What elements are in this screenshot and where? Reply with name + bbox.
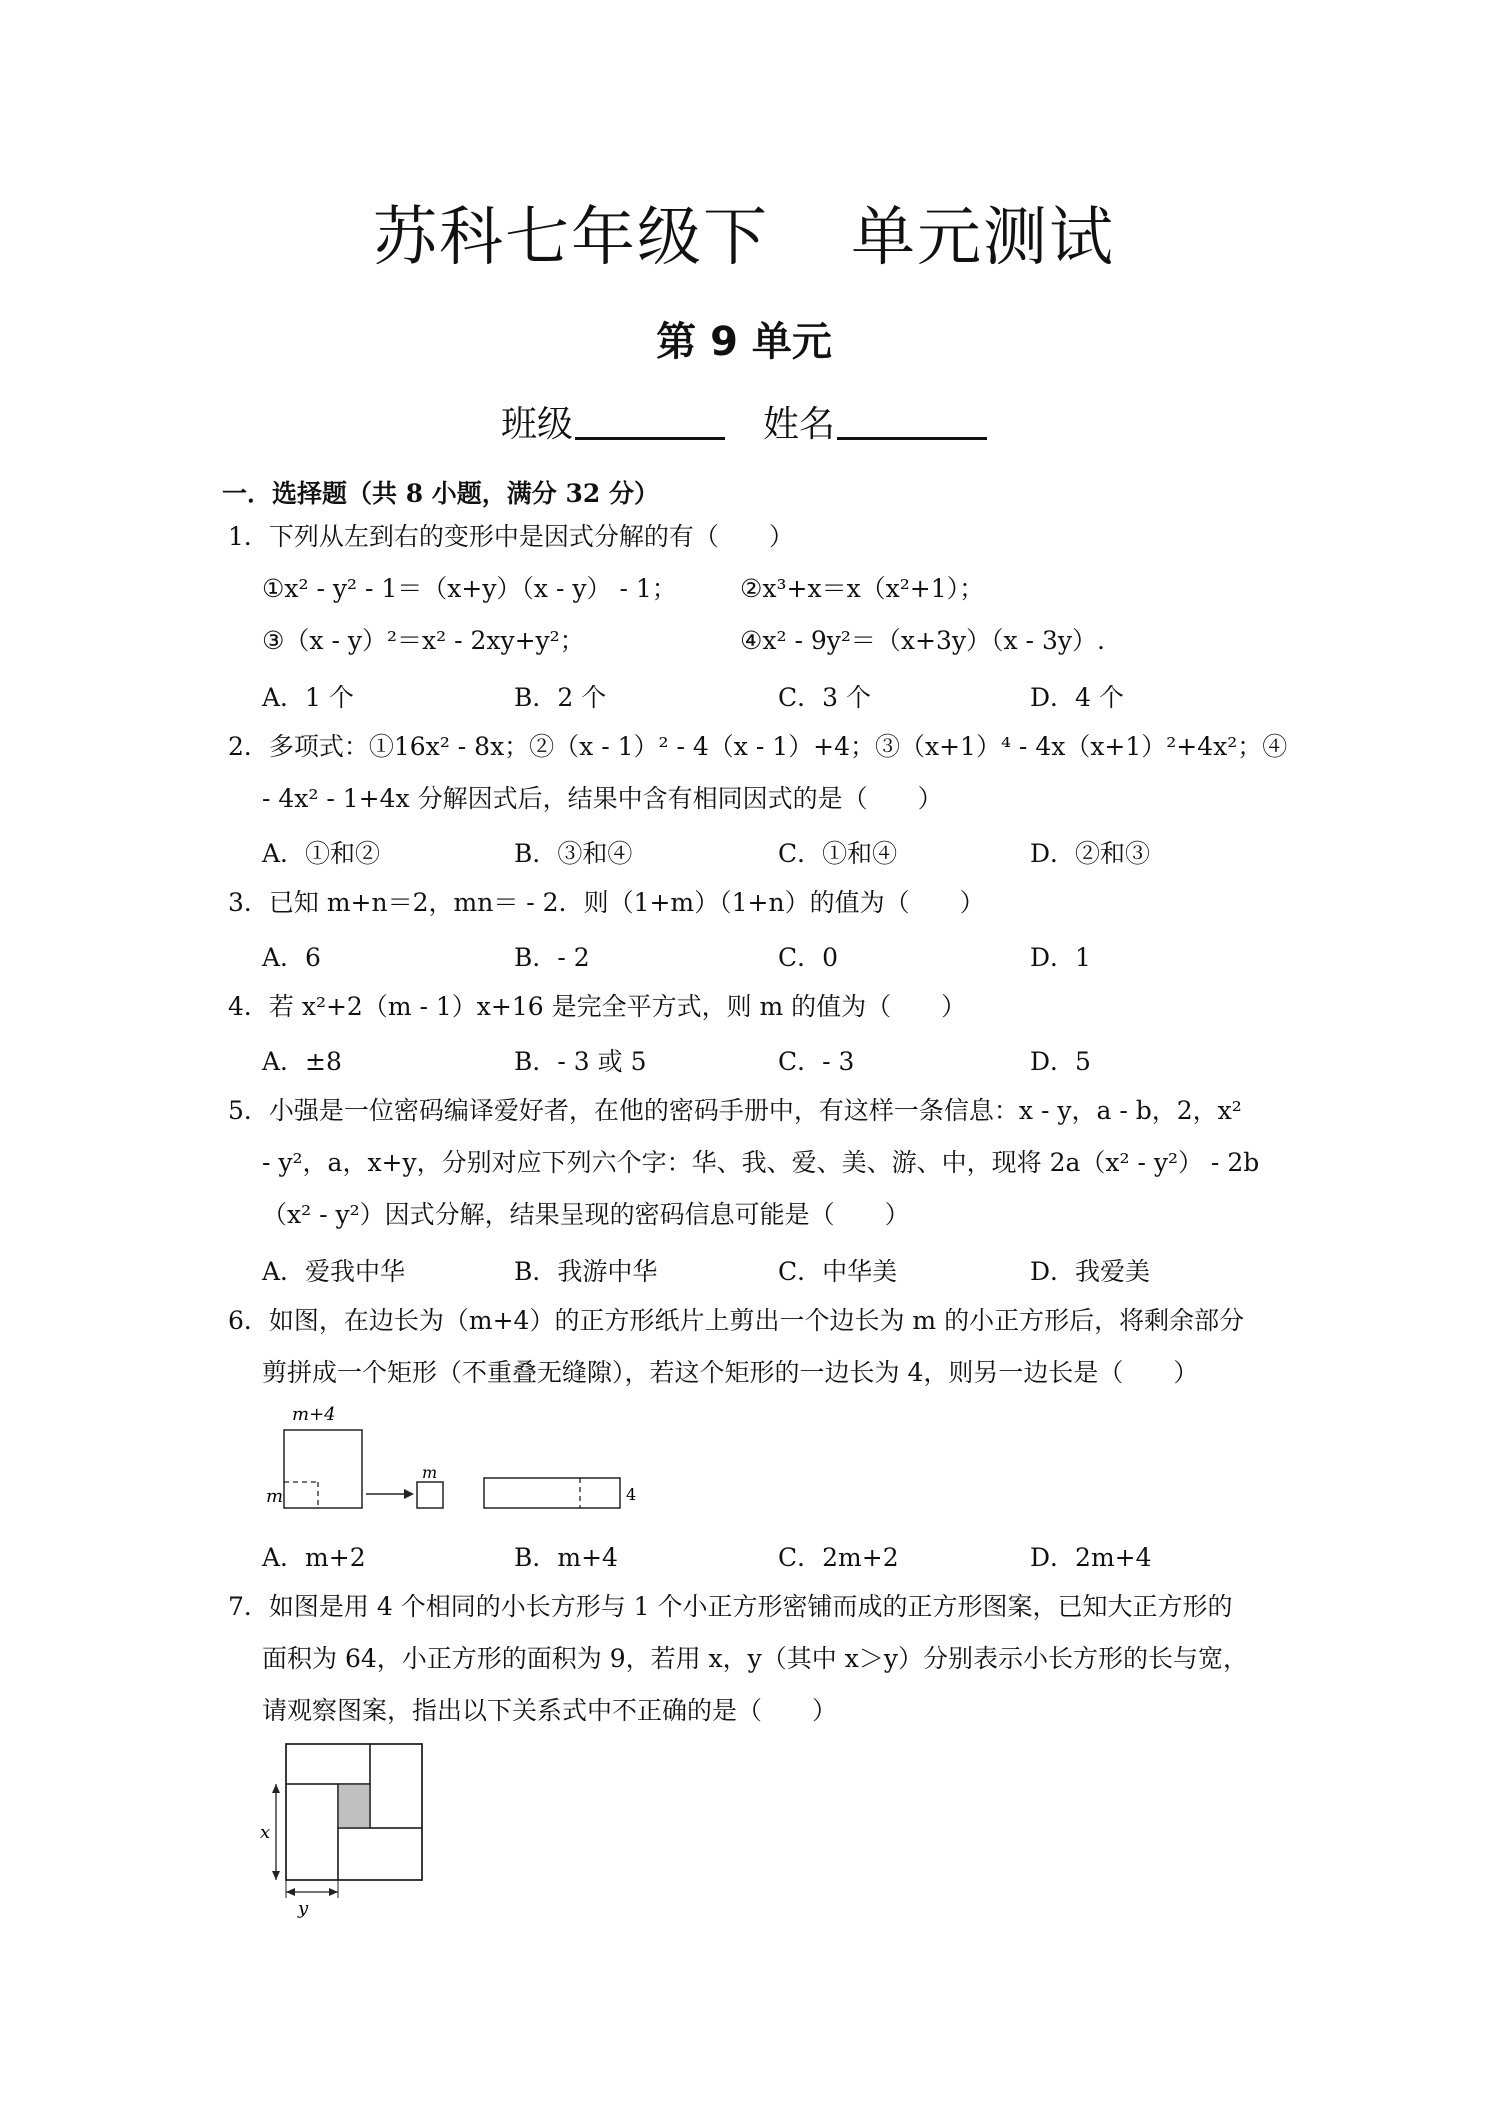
- q6-label-top: m+4: [292, 1404, 336, 1425]
- q7-label-x: x: [260, 1822, 271, 1843]
- arrow-up-icon: [272, 1784, 280, 1793]
- q3-stem: 3．已知 m+n＝2，mn＝ - 2．则（1+m）（1+n）的值为（ ）: [228, 888, 985, 917]
- q7-line-3: 请观察图案，指出以下关系式中不正确的是（ ）: [262, 1696, 838, 1725]
- q6-line-1: 6．如图，在边长为（m+4）的正方形纸片上剪出一个边长为 m 的小正方形后，将剩余部分: [228, 1306, 1245, 1335]
- q1-option-b[interactable]: B．2 个: [514, 683, 607, 712]
- class-blank[interactable]: [575, 401, 725, 440]
- q2-option-c[interactable]: C．①和④: [778, 839, 898, 868]
- q5-option-a[interactable]: A．爱我中华: [262, 1257, 406, 1286]
- q6-option-c[interactable]: C．2m+2: [778, 1543, 899, 1572]
- name-label: 姓名: [763, 404, 836, 445]
- q5-option-c[interactable]: C．中华美: [778, 1257, 898, 1286]
- q7-center-square: [338, 1784, 370, 1828]
- q6-small-square: [417, 1482, 443, 1508]
- q4-option-c[interactable]: C．- 3: [778, 1047, 855, 1076]
- q6-option-a[interactable]: A．m+2: [262, 1543, 366, 1572]
- q1-option-a[interactable]: A．1 个: [262, 683, 354, 712]
- title-right: 单元测试: [851, 201, 1115, 275]
- q5-option-b[interactable]: B．我游中华: [514, 1257, 658, 1286]
- q5-line-3: （x² - y²）因式分解，结果呈现的密码信息可能是（ ）: [262, 1200, 910, 1229]
- q2-line-1: 2．多项式：①16x² - 8x；②（x - 1）² - 4（x - 1）+4；③（x+1）⁴ - 4x（x+1）²+4x²；④: [228, 732, 1288, 761]
- q7-line-2: 面积为 64，小正方形的面积为 9，若用 x，y（其中 x＞y）分别表示小长方形的长与宽，: [262, 1644, 1248, 1673]
- q6-option-b[interactable]: B．m+4: [514, 1543, 618, 1572]
- q6-figure: [262, 1402, 642, 1522]
- name-blank[interactable]: [837, 401, 987, 440]
- q7-line-1: 7．如图是用 4 个相同的小长方形与 1 个小正方形密铺而成的正方形图案，已知大正方形的: [228, 1592, 1233, 1621]
- q6-big-square: [284, 1430, 362, 1508]
- q7-rect-left: [286, 1784, 338, 1880]
- q6-label-small: m: [422, 1463, 438, 1482]
- arrow-down-icon: [272, 1871, 280, 1880]
- q7-rect-right: [370, 1744, 422, 1828]
- q5-option-d[interactable]: D．我爱美: [1030, 1257, 1151, 1286]
- q3-option-d[interactable]: D．1: [1030, 943, 1091, 972]
- page-title: [0, 186, 1488, 278]
- student-info-line: [0, 396, 1488, 447]
- q1-option-d[interactable]: D．4 个: [1030, 683, 1124, 712]
- q6-line-2: 剪拼成一个矩形（不重叠无缝隙），若这个矩形的一边长为 4，则另一边长是（ ）: [262, 1358, 1199, 1387]
- q2-option-d[interactable]: D．②和③: [1030, 839, 1151, 868]
- q6-label-right: 4: [626, 1485, 637, 1504]
- q4-option-a[interactable]: A．±8: [262, 1047, 342, 1076]
- q1-expr-4: ④x² - 9y²＝（x+3y）（x - 3y）.: [740, 626, 1105, 655]
- q1-expr-3: ③（x - y）²＝x² - 2xy+y²；: [262, 626, 585, 655]
- arrow-right-icon: [329, 1888, 338, 1896]
- q1-stem: 1．下列从左到右的变形中是因式分解的有（ ）: [228, 522, 794, 551]
- q6-label-left: m: [266, 1486, 284, 1507]
- q4-option-b[interactable]: B．- 3 或 5: [514, 1047, 647, 1076]
- q1-expr-2: ②x³+x＝x（x²+1）；: [740, 574, 985, 603]
- q7-label-y: y: [298, 1898, 309, 1919]
- arrow-left-icon: [286, 1888, 295, 1896]
- q7-rect-top: [286, 1744, 370, 1784]
- unit-subtitle: 第 9 单元: [656, 319, 832, 365]
- q3-option-c[interactable]: C．0: [778, 943, 839, 972]
- q6-option-d[interactable]: D．2m+4: [1030, 1543, 1152, 1572]
- q3-option-a[interactable]: A．6: [262, 943, 321, 972]
- title-left: 苏科七年级下: [373, 201, 769, 275]
- section-heading: 一．选择题（共 8 小题，满分 32 分）: [222, 479, 660, 508]
- q4-option-d[interactable]: D．5: [1030, 1047, 1091, 1076]
- q5-line-2: - y²，a，x+y，分别对应下列六个字：华、我、爱、美、游、中，现将 2a（x² - y²） - 2b: [262, 1148, 1260, 1177]
- q5-line-1: 5．小强是一位密码编译爱好者，在他的密码手册中，有这样一条信息：x - y，a - b，2，x²: [228, 1096, 1242, 1125]
- q2-option-a[interactable]: A．①和②: [262, 839, 381, 868]
- q4-stem: 4．若 x²+2（m - 1）x+16 是完全平方式，则 m 的值为（ ）: [228, 992, 967, 1021]
- q7-figure: [256, 1742, 436, 1922]
- arrow-right-icon: [404, 1489, 414, 1499]
- q3-option-b[interactable]: B．- 2: [514, 943, 590, 972]
- q1-expr-1: ①x² - y² - 1＝（x+y）（x - y） - 1；: [262, 574, 677, 603]
- q7-rect-bottom: [338, 1828, 422, 1880]
- q6-rectangle: [484, 1478, 620, 1508]
- q2-option-b[interactable]: B．③和④: [514, 839, 633, 868]
- q2-line-2: - 4x² - 1+4x 分解因式后，结果中含有相同因式的是（ ）: [262, 784, 943, 813]
- class-label: 班级: [500, 404, 573, 445]
- q1-option-c[interactable]: C．3 个: [778, 683, 871, 712]
